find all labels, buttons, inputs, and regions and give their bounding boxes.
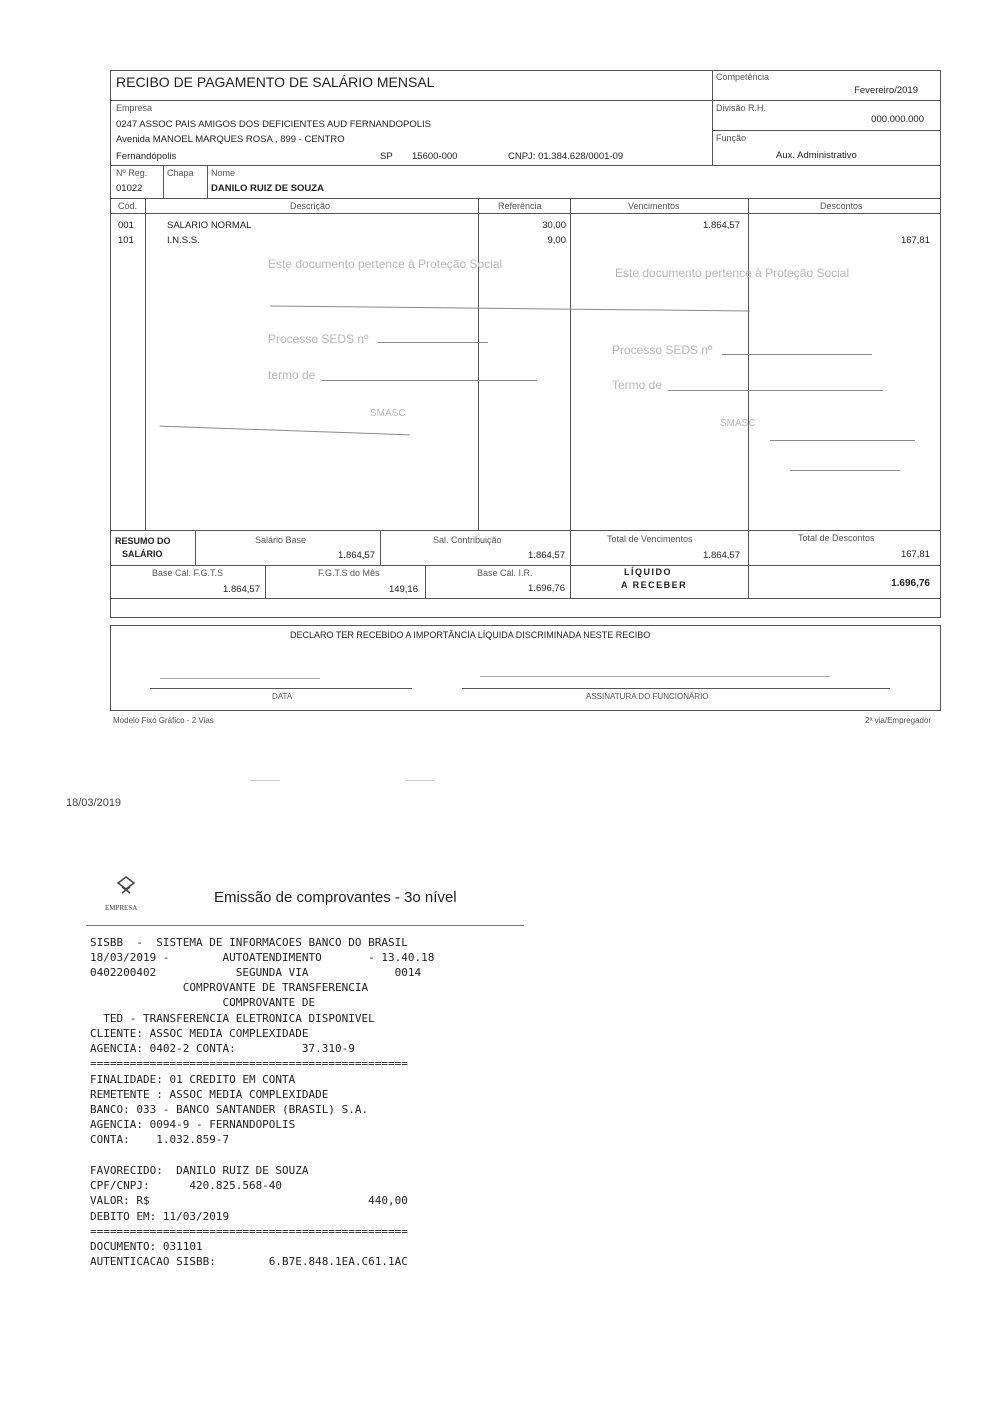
bank-line: SISBB - SISTEMA DE INFORMACOES BANCO DO BRASIL — [90, 936, 408, 949]
bank-title: Emissão de comprovantes - 3o nível — [214, 889, 457, 906]
item-ref: 30,00 — [542, 220, 566, 231]
liquido-value: 1.696,76 — [891, 578, 930, 589]
empresa-cep: 15600-000 — [412, 151, 458, 162]
bank-line: FINALIDADE: 01 CREDITO EM CONTA — [90, 1073, 296, 1086]
bank-line: COMPROVANTE DE TRANSFERENCIA — [90, 981, 369, 994]
col-descricao: Descrição — [290, 201, 331, 211]
empresa-city: Fernandópolis — [116, 151, 177, 162]
item-ref: 9,00 — [547, 235, 566, 246]
bank-line: AGENCIA: 0402-2 CONTA: 37.310-9 — [90, 1042, 355, 1055]
resumo-label: RESUMO DO — [115, 536, 171, 546]
total-desc-value: 167,81 — [900, 549, 930, 560]
total-desc-label: Total de Descontos — [798, 533, 875, 543]
bank-line: VALOR: R$ 440,00 — [90, 1194, 408, 1207]
sal-contribuicao-value: 1.864,57 — [528, 550, 565, 561]
footer-left: Modelo Fixo Gráfico - 2 Vias — [113, 716, 214, 725]
bank-line: CLIENTE: ASSOC MEDIA COMPLEXIDADE — [90, 1027, 309, 1040]
empresa-name: 0247 ASSOC PAIS AMIGOS DOS DEFICIENTES AUD FERNANDOPOLIS — [116, 119, 431, 130]
nreg-value: 01022 — [116, 183, 143, 194]
receipt-title: RECIBO DE PAGAMENTO DE SALÁRIO MENSAL — [116, 74, 435, 90]
nreg-label: Nº Reg. — [116, 168, 148, 178]
bank-line: AUTENTICACAO SISBB: 6.B7E.848.1EA.C61.1AC — [90, 1255, 408, 1268]
stamp-smasc: SMASC — [370, 408, 406, 419]
empresa-label: Empresa — [116, 103, 153, 113]
handwriting-mark — [770, 418, 915, 441]
nome-label: Nome — [211, 168, 236, 178]
col-vencimentos: Vencimentos — [628, 201, 680, 211]
date-handwriting — [160, 656, 320, 679]
salario-base-label: Salário Base — [255, 535, 307, 545]
stamp-processo: Processo SEDS nº — [612, 343, 713, 357]
bank-line: FAVORECIDO: DANILO RUIZ DE SOUZA — [90, 1164, 309, 1177]
bank-line: AGENCIA: 0094-9 - FERNANDOPOLIS — [90, 1118, 296, 1131]
item-cod: 001 — [118, 220, 134, 231]
bank-line: DEBITO EM: 11/03/2019 — [90, 1210, 230, 1223]
item-desc: I.N.S.S. — [167, 235, 200, 246]
handwriting-mark — [270, 287, 750, 311]
base-ir-label: Base Cál. I.R. — [477, 568, 533, 578]
handwriting-mark — [790, 450, 900, 471]
salario-base-value: 1.864,57 — [338, 550, 375, 561]
handwriting-mark — [378, 322, 488, 343]
item-cod: 101 — [118, 235, 134, 246]
handwriting-mark — [322, 358, 537, 381]
item-desc-val: 167,81 — [900, 235, 930, 246]
fgts-mes-label: F.G.T.S do Mês — [318, 568, 380, 578]
base-ir-value: 1.696,76 — [528, 583, 565, 594]
stamp-text: Este documento pertence à Proteção Social — [615, 266, 850, 280]
competencia-value: Fevereiro/2019 — [854, 85, 918, 96]
stamp-termo: termo de — [268, 368, 316, 382]
stamp-text: Este documento pertence à Proteção Social — [268, 257, 503, 271]
bank-logo-icon — [114, 875, 138, 899]
data-label: DATA — [272, 692, 293, 701]
bank-line: ================================================ — [90, 1225, 408, 1238]
bank-line: ================================================ — [90, 1057, 408, 1070]
bank-line: CPF/CNPJ: 420.825.568-40 — [90, 1179, 283, 1192]
bank-line: TED - TRANSFERENCIA ELETRONICA DISPONIVEL — [90, 1012, 375, 1025]
empresa-state: SP — [380, 151, 393, 162]
bank-line: DOCUMENTO: 031101 — [90, 1240, 203, 1253]
handwriting-mark — [668, 370, 883, 391]
empresa-address: Avenida MANOEL MARQUES ROSA , 899 - CENTRO — [116, 134, 345, 145]
item-venc: 1.864,57 — [703, 220, 740, 231]
footer-right: 2ª via/Empregador — [865, 716, 932, 725]
bank-line: 0402200402 SEGUNDA VIA 0014 — [90, 966, 422, 979]
signature-handwriting — [480, 652, 830, 677]
total-venc-value: 1.864,57 — [703, 550, 740, 561]
col-cod: Cód. — [118, 201, 138, 211]
nome-value: DANILO RUIZ DE SOUZA — [211, 183, 324, 194]
bank-line: REMETENTE : ASSOC MEDIA COMPLEXIDADE — [90, 1088, 329, 1101]
bank-logo-caption: EMPRESA — [105, 904, 138, 912]
funcao-value: Aux. Administrativo — [776, 150, 857, 161]
divisao-value: 000.000.000 — [871, 114, 924, 125]
empresa-cnpj: CNPJ: 01.384.628/0001-09 — [508, 151, 624, 162]
col-descontos: Descontos — [820, 201, 863, 211]
total-venc-label: Total de Vencimentos — [607, 534, 693, 544]
resumo-label-2: SALÁRIO — [122, 549, 163, 559]
stamp-termo: Termo de — [612, 378, 663, 392]
chapa-label: Chapa — [167, 168, 194, 178]
base-fgts-label: Base Cál. F.G.T.S — [152, 568, 224, 578]
competencia-label: Competência — [716, 72, 770, 82]
declaro-text: DECLARO TER RECEBIDO A IMPORTÂNCIA LÍQUIDA DISCRIMINADA NESTE RECIBO — [290, 630, 651, 640]
stamp-smasc: SMASC — [720, 418, 756, 429]
bank-line: BANCO: 033 - BANCO SANTANDER (BRASIL) S.A. — [90, 1103, 369, 1116]
liquido-label-2: A RECEBER — [621, 580, 688, 590]
stamp-processo: Processo SEDS nº — [268, 332, 369, 346]
base-fgts-value: 1.864,57 — [223, 584, 260, 595]
handwriting-mark — [722, 334, 872, 355]
bank-line: COMPROVANTE DE — [90, 996, 316, 1009]
sal-contribuicao-label: Sal. Contribuição — [433, 535, 502, 545]
item-desc: SALARIO NORMAL — [167, 220, 252, 231]
bank-line: 18/03/2019 - AUTOATENDIMENTO - 13.40.18 — [90, 951, 435, 964]
col-referencia: Referência — [498, 201, 542, 211]
fgts-mes-value: 149,16 — [388, 584, 418, 595]
divisao-label: Divisão R.H. — [716, 103, 767, 113]
bank-line: CONTA: 1.032.859-7 — [90, 1133, 230, 1146]
funcao-label: Função — [716, 133, 747, 143]
assinatura-label: ASSINATURA DO FUNCIONÁRIO — [586, 692, 709, 701]
print-date: 18/03/2019 — [66, 797, 122, 809]
liquido-label: LÍQUIDO — [624, 567, 672, 577]
